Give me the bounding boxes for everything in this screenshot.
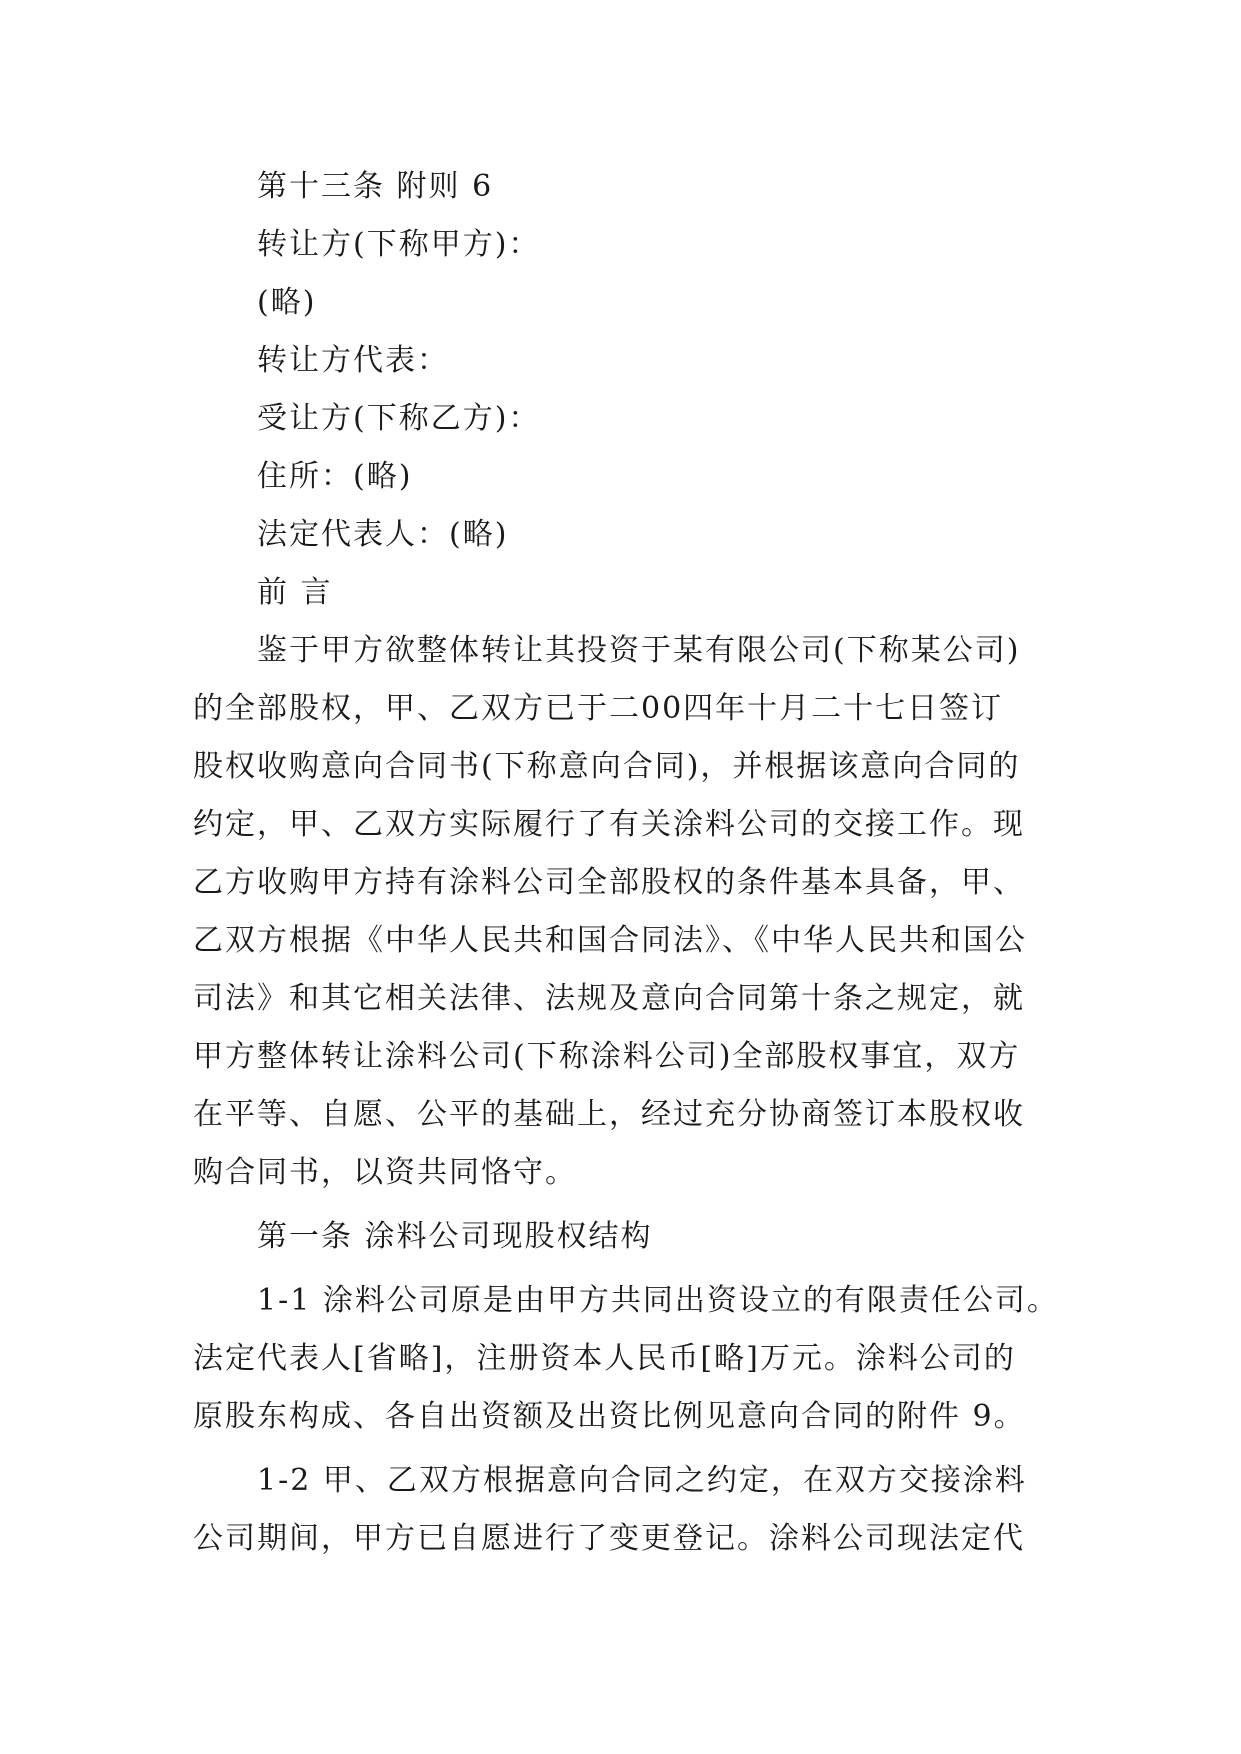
address-line: 住所：(略): [257, 459, 413, 494]
preamble-line: 鉴于甲方欲整体转让其投资于某有限公司(下称某公司): [257, 633, 1021, 668]
legal-representative-line: 法定代表人：(略): [257, 517, 509, 552]
preamble-line: 购合同书，以资共同恪守。: [193, 1155, 577, 1190]
preamble-line: 约定，甲、乙双方实际履行了有关涂料公司的交接工作。现: [193, 807, 1025, 842]
transferor-value: (略): [257, 285, 317, 320]
preamble-line: 乙双方根据《中华人民共和国合同法》、《中华人民共和国公: [193, 923, 1027, 958]
clause-1-1: [193, 1272, 1059, 1446]
transferor-representative-label: 转让方代表：: [257, 343, 449, 378]
clause-line: 1-2 甲、乙双方根据意向合同之约定，在双方交接涂料: [257, 1463, 1027, 1498]
preamble-line: 司法》和其它相关法律、法规及意向合同第十条之规定，就: [193, 981, 1025, 1016]
preface-heading: 前 言: [257, 575, 333, 610]
article-13-heading: 第十三条 附则 6: [257, 169, 494, 204]
transferor-label: 转让方(下称甲方)：: [257, 227, 541, 262]
clause-line: 原股东构成、各自出资额及出资比例见意向合同的附件 9。: [193, 1399, 1026, 1434]
preamble-paragraph: [193, 622, 1055, 1202]
preamble-line: 在平等、自愿、公平的基础上，经过充分协商签订本股权收: [193, 1097, 1025, 1132]
preamble-line: 的全部股权，甲、乙双方已于二00四年十月二十七日签订: [193, 691, 1004, 726]
preamble-line: 乙方收购甲方持有涂料公司全部股权的条件基本具备，甲、: [193, 865, 1025, 900]
clause-line: 1-1 涂料公司原是由甲方共同出资设立的有限责任公司。: [257, 1283, 1059, 1318]
preamble-line: 股权收购意向合同书(下称意向合同)，并根据该意向合同的: [193, 749, 1021, 784]
clause-1-2: [193, 1452, 1055, 1568]
document-body: [193, 158, 1059, 1568]
transferee-label: 受让方(下称乙方)：: [257, 401, 541, 436]
article-1-heading: 第一条 涂料公司现股权结构: [257, 1219, 653, 1254]
clause-line: 法定代表人[省略]，注册资本人民币[略]万元。涂料公司的: [193, 1341, 1016, 1376]
preamble-line: 甲方整体转让涂料公司(下称涂料公司)全部股权事宜，双方: [193, 1039, 1021, 1074]
clause-line: 公司期间，甲方已自愿进行了变更登记。涂料公司现法定代: [193, 1521, 1025, 1556]
